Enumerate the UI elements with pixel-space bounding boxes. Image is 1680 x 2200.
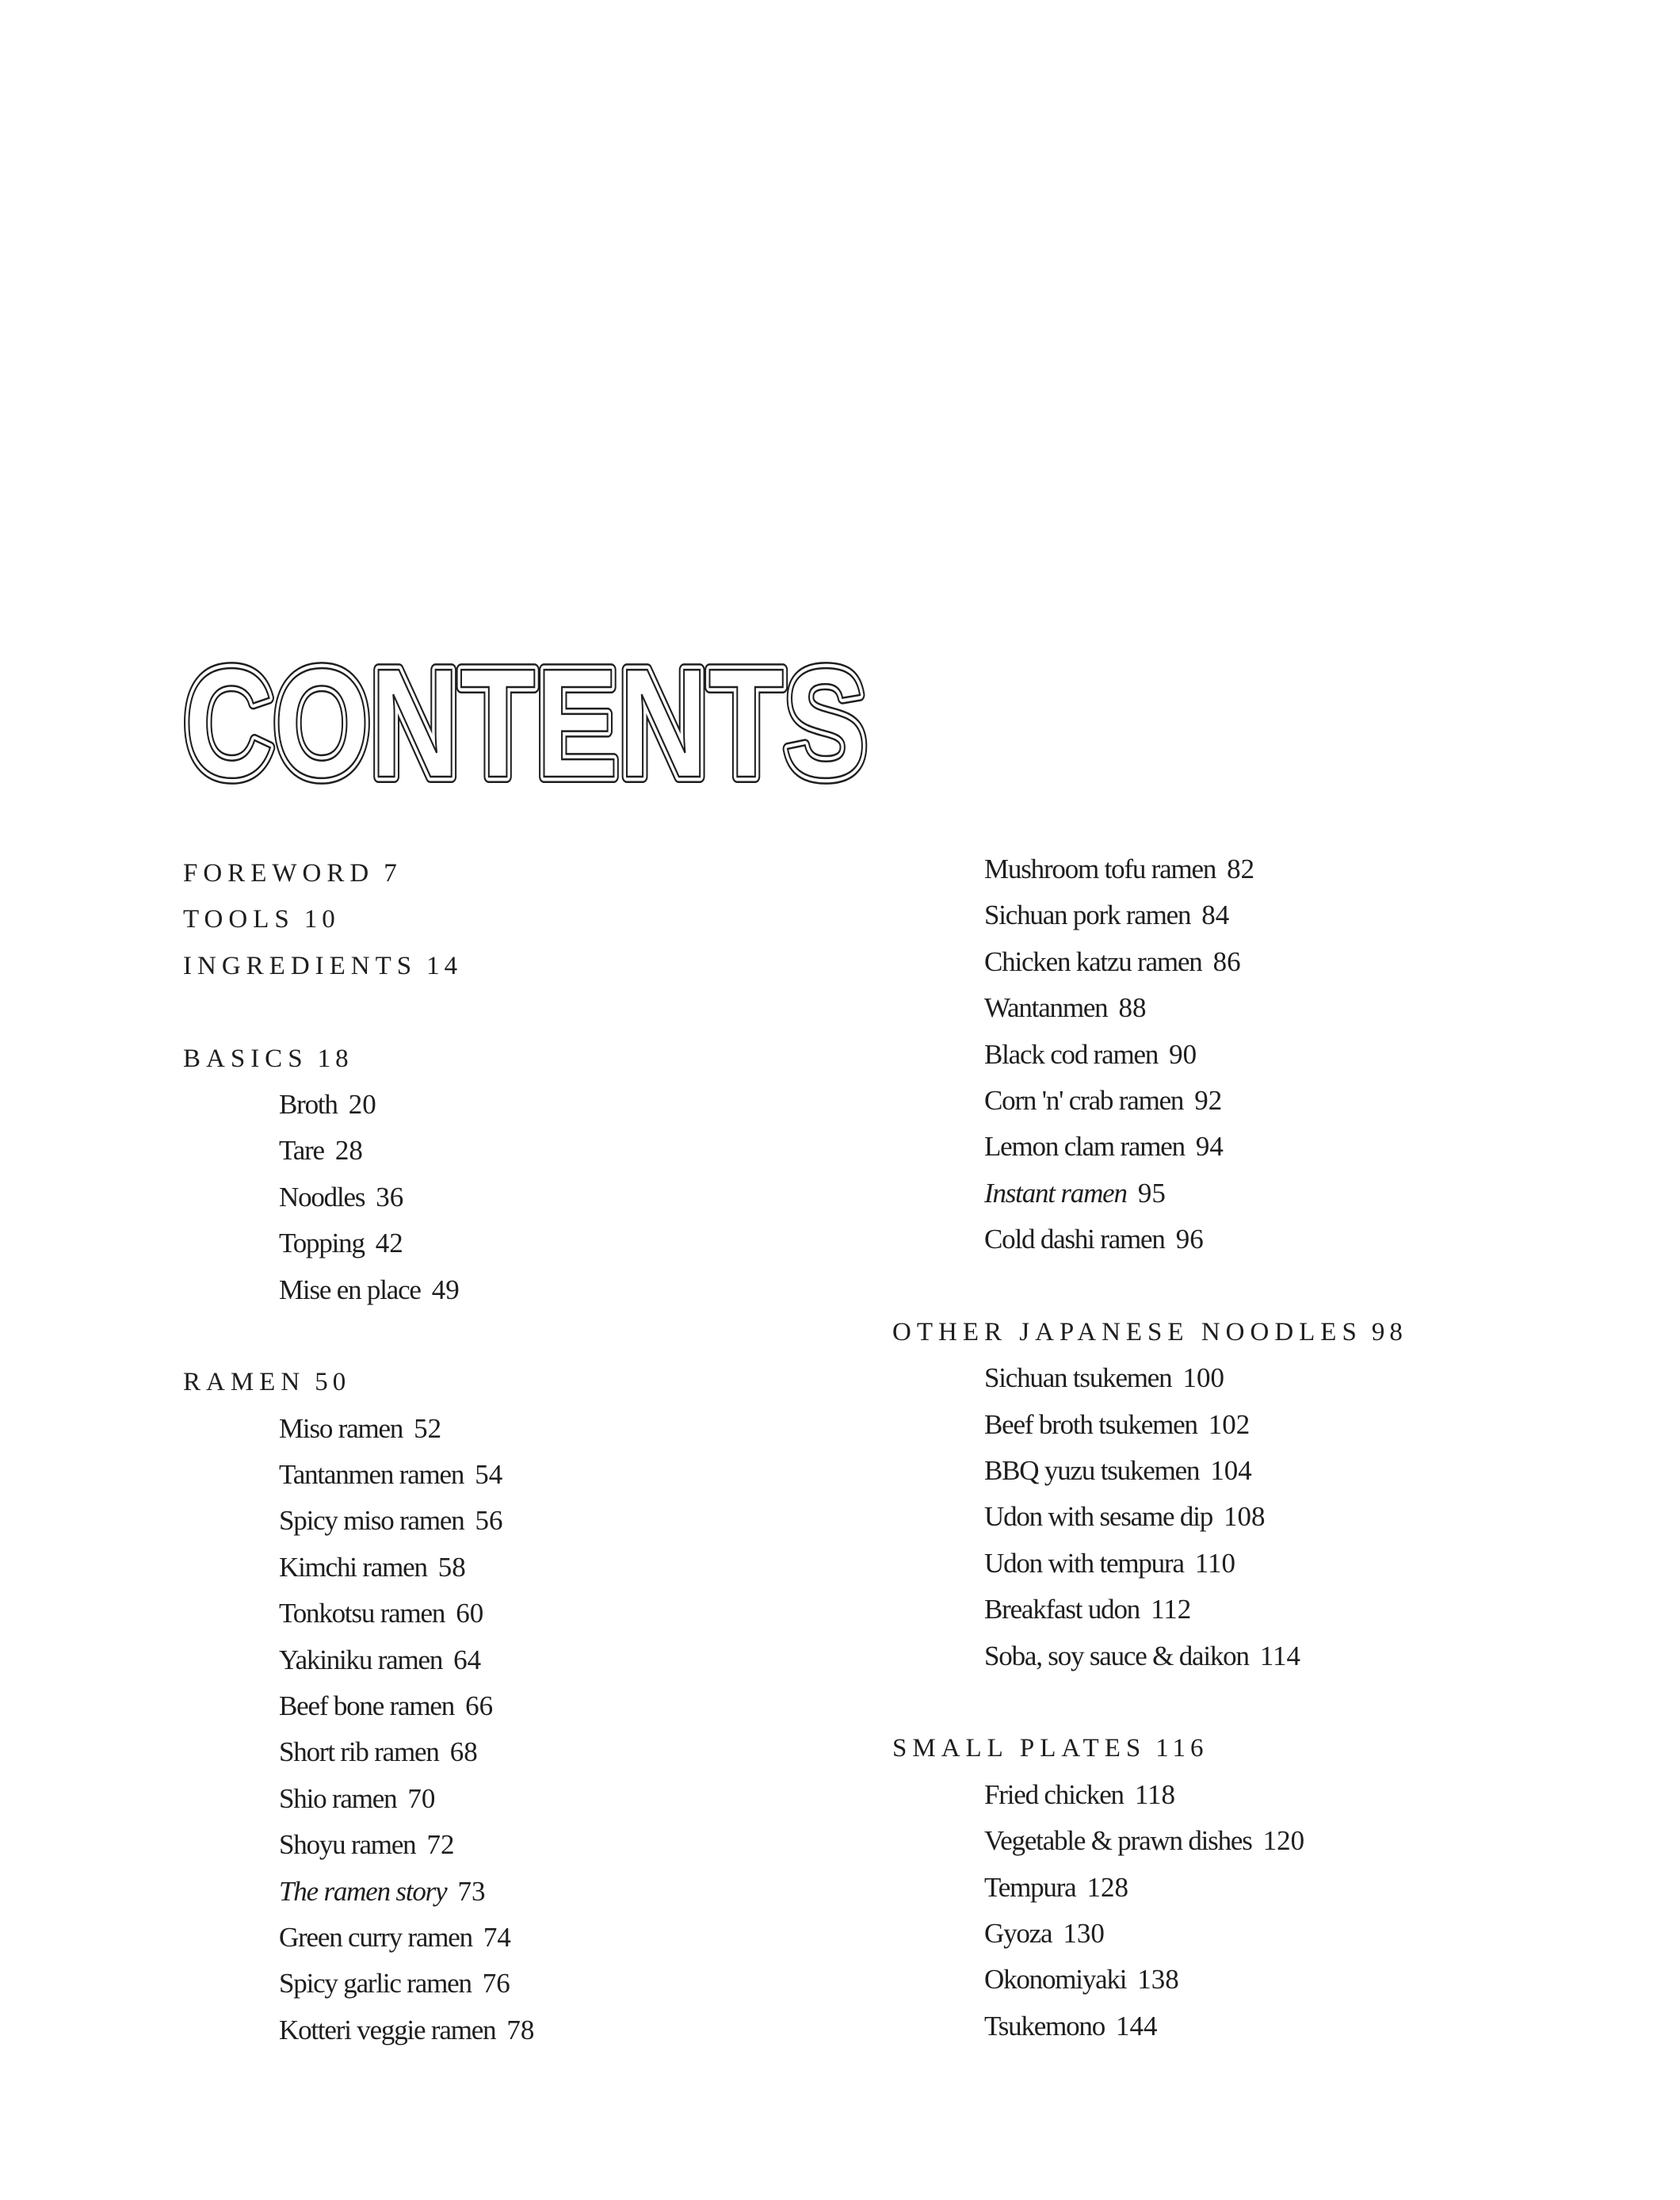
entry-title: TOOLS [183,905,295,934]
page-number: 112 [1151,1594,1192,1625]
page-number: 100 [1182,1362,1224,1394]
toc-entry[interactable] [183,2007,534,2053]
toc-entry[interactable] [892,1032,1407,1078]
page-number: 108 [1224,1501,1266,1533]
entry-title: Vegetable & prawn dishes [984,1825,1252,1857]
entry-title: Sichuan pork ramen [984,899,1191,931]
entry-title: Cold dashi ramen [984,1224,1165,1255]
toc-entry[interactable] [183,1220,534,1266]
page-number: 128 [1086,1871,1128,1903]
page-number: 104 [1210,1455,1252,1487]
entry-title: Tonkotsu ramen [279,1598,445,1629]
toc-entry[interactable] [183,1498,534,1544]
entry-title: Udon with sesame dip [984,1501,1213,1533]
toc-entry[interactable] [183,1082,534,1128]
entry-title: Kotteri veggie ramen [279,2014,496,2045]
page-number: 10 [304,905,340,934]
page-number: 114 [1259,1640,1300,1671]
toc-entry[interactable] [183,1637,534,1683]
toc-entry[interactable] [892,1911,1407,1957]
entry-title: Breakfast udon [984,1594,1140,1625]
page-number: 92 [1194,1084,1223,1116]
page-number: 42 [375,1228,403,1259]
contents-left-column [183,850,534,2053]
page-number: 20 [348,1088,376,1120]
page-number: 56 [475,1505,503,1537]
toc-section-heading[interactable] [183,896,534,942]
toc-entry[interactable] [892,1818,1407,1864]
entry-title: Mise en place [279,1274,421,1305]
entry-title: BBQ yuzu tsukemen [984,1455,1200,1487]
toc-entry[interactable] [892,1633,1407,1679]
toc-entry[interactable] [892,1494,1407,1540]
entry-title: Tempura [984,1871,1076,1903]
page-number: 96 [1175,1224,1204,1255]
toc-entry[interactable] [892,1772,1407,1818]
entry-title: Kimchi ramen [279,1551,427,1583]
page-number: 120 [1262,1825,1305,1857]
entry-title: Chicken katzu ramen [984,945,1202,977]
toc-entry[interactable] [892,1124,1407,1170]
toc-section-heading[interactable] [183,943,534,989]
page-number: 82 [1227,854,1255,884]
toc-entry[interactable] [183,1961,534,2007]
page-number: 95 [1137,1177,1166,1209]
page-number: 58 [437,1551,466,1583]
toc-entry[interactable] [892,2003,1407,2049]
toc-entry[interactable] [892,1171,1407,1216]
entry-title: Tantanmen ramen [279,1459,464,1491]
page-number: 116 [1155,1734,1208,1763]
entry-title: FOREWORD [183,859,375,888]
page-number: 138 [1137,1964,1179,1996]
page-number: 78 [506,2014,535,2045]
toc-entry[interactable] [892,1957,1407,2003]
toc-entry[interactable] [183,1545,534,1591]
entry-title: Tsukemono [984,2010,1105,2041]
toc-entry[interactable] [183,1683,534,1729]
entry-title: Spicy garlic ramen [279,1968,472,1999]
entry-title: Tare [279,1135,324,1167]
page-number: 144 [1116,2010,1158,2041]
page-number: 60 [456,1598,484,1629]
toc-section-heading[interactable] [892,1309,1407,1355]
toc-entry[interactable] [183,1915,534,1961]
page-number: 102 [1208,1408,1250,1440]
entry-title: Wantanmen [984,992,1108,1024]
entry-title: INGREDIENTS [183,951,418,980]
toc-entry[interactable] [892,985,1407,1031]
toc-entry[interactable] [892,846,1407,892]
page-number: 28 [334,1135,363,1167]
entry-title: Yakiniku ramen [279,1644,443,1675]
toc-entry[interactable] [183,1776,534,1822]
entry-title: Okonomiyaki [984,1964,1127,1996]
page-number: 70 [407,1782,436,1814]
entry-title: The ramen story [279,1875,447,1907]
page-number: 88 [1118,992,1147,1024]
toc-section-heading[interactable] [183,1359,534,1405]
entry-title: Lemon clam ramen [984,1131,1185,1163]
toc-entry[interactable] [183,1869,534,1915]
page-number: 90 [1169,1038,1197,1070]
page-number: 52 [414,1412,442,1444]
toc-section-heading[interactable] [892,1725,1407,1771]
page-number: 110 [1194,1547,1235,1579]
entry-title: Gyoza [984,1917,1052,1949]
entry-title: Green curry ramen [279,1921,472,1953]
spacer [183,1313,534,1359]
entry-title: Topping [279,1228,365,1259]
toc-entry[interactable] [892,1448,1407,1494]
page-number: 84 [1201,899,1230,931]
toc-entry[interactable] [892,1865,1407,1911]
toc-entry[interactable] [892,1216,1407,1262]
toc-entry[interactable] [183,1822,534,1868]
entry-title: Beef bone ramen [279,1690,455,1722]
page-title [176,658,881,793]
toc-entry[interactable] [183,1729,534,1775]
entry-title: Soba, soy sauce & daikon [984,1640,1249,1671]
toc-entry[interactable] [183,1128,534,1174]
entry-title: Miso ramen [279,1412,403,1444]
entry-title: Sichuan tsukemen [984,1362,1172,1394]
page-number: 50 [315,1368,351,1397]
contents-right-column [892,846,1407,2049]
title-outline-gap: CONTENTS [184,658,867,793]
page-number: 86 [1212,945,1241,977]
page-number: 74 [483,1921,511,1953]
entry-title: RAMEN [183,1368,306,1397]
entry-title: Noodles [279,1181,365,1213]
toc-entry[interactable] [892,939,1407,985]
toc-entry[interactable] [892,1355,1407,1401]
toc-entry[interactable] [892,1078,1407,1124]
entry-title: Short rib ramen [279,1736,439,1768]
page-number: 64 [453,1644,482,1675]
page-number: 66 [465,1690,494,1722]
toc-entry[interactable] [892,1402,1407,1448]
toc-entry[interactable] [892,892,1407,938]
entry-title: Broth [279,1088,338,1120]
page-number: 18 [317,1044,353,1073]
page-number: 72 [426,1829,455,1861]
toc-entry[interactable] [183,1174,534,1220]
page-number: 36 [376,1181,404,1213]
entry-title: Fried chicken [984,1778,1124,1810]
toc-entry[interactable] [183,1452,534,1498]
page-number: 54 [475,1459,503,1491]
entry-title: Instant ramen [984,1177,1127,1209]
spacer [892,1263,1407,1309]
page-number: 68 [449,1736,478,1768]
entry-title: Shio ramen [279,1782,397,1814]
page-number: 73 [457,1875,486,1907]
entry-title: Beef broth tsukemen [984,1408,1197,1440]
page-number: 130 [1063,1917,1105,1949]
title-outline-outer: CONTENTS [184,658,867,793]
toc-section-heading[interactable] [183,850,534,896]
entry-title: SMALL PLATES [892,1734,1147,1763]
page-number: 118 [1134,1778,1176,1810]
page-number: 76 [482,1968,510,1999]
entry-title: Spicy miso ramen [279,1505,464,1537]
toc-entry[interactable] [892,1541,1407,1587]
toc-entry[interactable] [183,1406,534,1452]
entry-title: Shoyu ramen [279,1829,416,1861]
toc-section-heading[interactable] [183,1036,534,1082]
spacer [892,1679,1407,1725]
spacer [183,989,534,1035]
entry-title: OTHER JAPANESE NOODLES [892,1317,1362,1346]
page-number: 14 [426,951,463,980]
page-number: 7 [384,859,402,888]
entry-title: BASICS [183,1044,308,1073]
entry-title: Black cod ramen [984,1038,1159,1070]
toc-entry[interactable] [183,1591,534,1637]
entry-title: Mushroom tofu ramen [984,854,1216,884]
entry-title: Udon with tempura [984,1547,1184,1579]
toc-entry[interactable] [183,1267,534,1313]
entry-title: Corn 'n' crab ramen [984,1084,1184,1116]
title-outline-inner: CONTENTS [184,658,867,793]
page-number: 94 [1195,1131,1224,1163]
page-number: 98 [1371,1317,1407,1346]
toc-entry[interactable] [892,1587,1407,1633]
page-number: 49 [431,1274,460,1305]
